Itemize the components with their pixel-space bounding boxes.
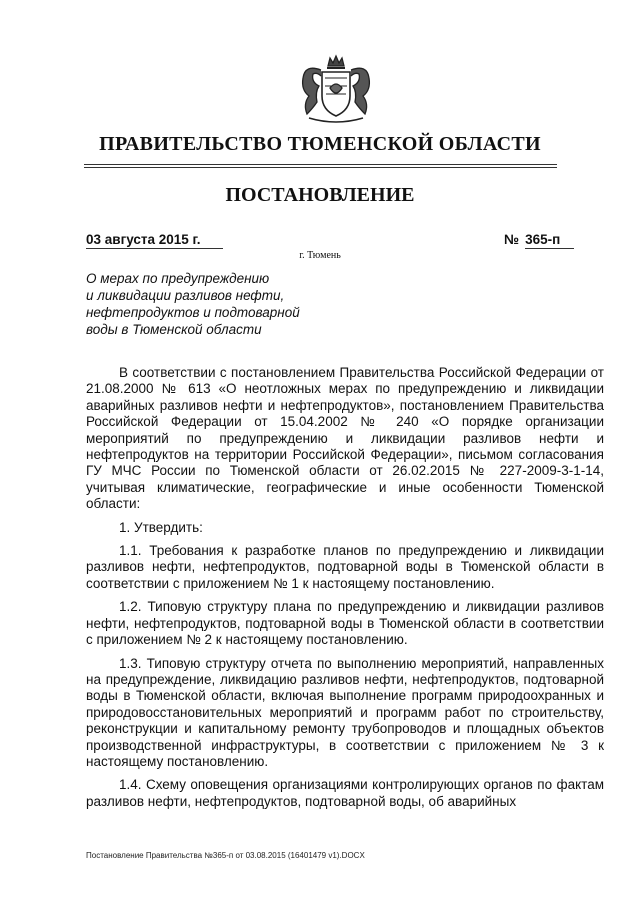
number-value: 365-п — [525, 232, 574, 249]
city-label: г. Тюмень — [299, 250, 341, 261]
title-rule — [84, 164, 557, 165]
coat-of-arms-emblem — [295, 52, 377, 126]
subject-line: воды в Тюменской области — [86, 322, 262, 337]
document-footer: Постановление Правительства №365-п от 03.08.2015 (16401479 v1).DOCX — [86, 851, 365, 860]
document-body — [86, 365, 604, 817]
number-sign: № — [504, 232, 520, 247]
clause-1-3: 1.3. Типовую структуру отчета по выполнению мероприятий, направленных на предупреждение, ликвидацию разливов нефти, нефтепродуктов, подтоварной воды в Тюменской области, включая выполнение программ природоохранных и природовосстановительных мероприятий и программ работ по строительству, реконструкции и капитальному ремонту трубопроводов и площадных объектов производственной инфраструктуры, в соответствии с приложением № 3 к настоящему постановлению. — [86, 655, 604, 769]
title-rule-thin — [84, 167, 557, 168]
clause-1-4: 1.4. Схему оповещения организациями контролирующих органов по фактам разливов нефти, нефтепродуктов, подтоварной воды, об аварийных — [86, 777, 604, 809]
document-subject — [86, 270, 326, 338]
clause-1-2: 1.2. Типовую структуру плана по предупреждению и ликвидации разливов нефти, нефтепродуктов, подтоварной воды в Тюменской области в соответствии с приложением № 2 к настоящему постановлению. — [86, 599, 604, 648]
document-date: 03 августа 2015 г. — [86, 232, 223, 249]
subject-line: нефтепродуктов и подтоварной — [86, 305, 300, 320]
clause-1-1: 1.1. Требования к разработке планов по предупреждению и ликвидации разливов нефти, нефтепродуктов, подтоварной воды в Тюменской области в соответствии с приложением № 1 к настоящему постановлению. — [86, 543, 604, 591]
subject-line: и ликвидации разливов нефти, — [86, 288, 285, 303]
clause-1: 1. Утвердить: — [119, 519, 203, 535]
document-number — [504, 232, 574, 249]
document-type-heading: ПОСТАНОВЛЕНИЕ — [225, 184, 415, 206]
organization-title: ПРАВИТЕЛЬСТВО ТЮМЕНСКОЙ ОБЛАСТИ — [99, 133, 541, 155]
preamble-paragraph: В соответствии с постановлением Правительства Российской Федерации от 21.08.2000 № 613 «О неотложных мерах по предупреждению и ликвидации аварийных разливов нефти и нефтепродуктов», постановлением Правительства Российской Федерации от 15.04.2002 № 240 «О порядке организации мероприятий по предупреждению и ликвидации разливов нефти и нефтепродуктов на территории Российской Федерации», письмом согласования ГУ МЧС России по Тюменской области от 26.02.2015 № 227-2009-3-1-14, учитывая климатические, географические и иные особенности Тюменской области: — [86, 365, 604, 512]
subject-line: О мерах по предупреждению — [86, 271, 270, 286]
